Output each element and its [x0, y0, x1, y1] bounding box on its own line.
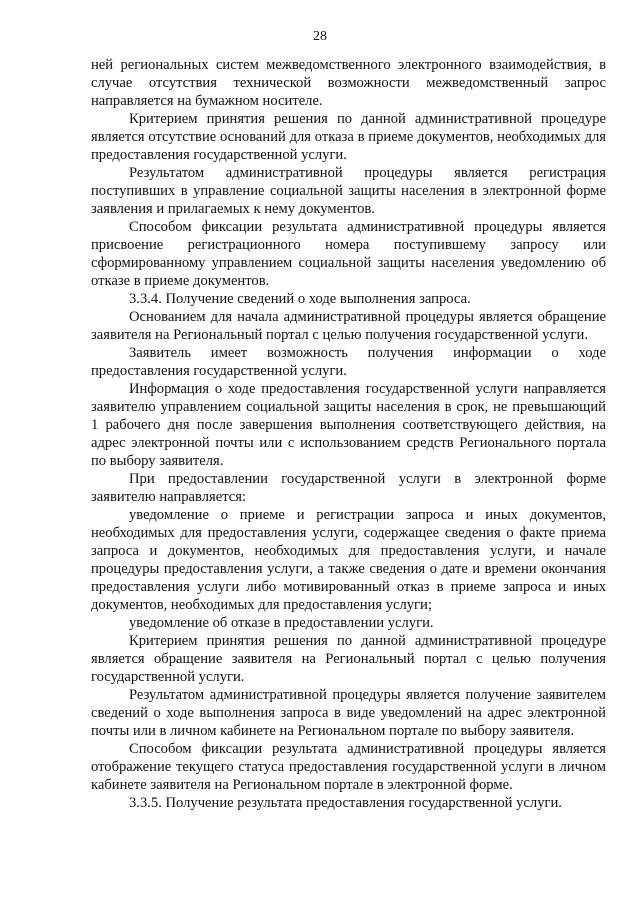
document-body	[91, 56, 606, 812]
paragraph: Способом фиксации результата административной процедуры является присвоение регистрационного номера поступившему запросу или сформированному управлением социальной защиты населения уведомлению об отказе в приеме документов.	[91, 219, 606, 289]
paragraph: Критерием принятия решения по данной административной процедуре является обращение заявителя на Региональный портал с целью получения государственной услуги.	[91, 633, 606, 685]
paragraph: Заявитель имеет возможность получения информации о ходе предоставления государственной услуги.	[91, 345, 606, 379]
paragraph: Основанием для начала административной процедуры является обращение заявителя на Региональный портал с целью получения государственной услуги.	[91, 309, 606, 343]
page-number: 28	[313, 29, 327, 44]
paragraph: При предоставлении государственной услуги в электронной форме заявителю направляется:	[91, 471, 606, 505]
paragraph: уведомление об отказе в предоставлении услуги.	[129, 615, 434, 631]
paragraph: Результатом административной процедуры является получение заявителем сведений о ходе выполнения запроса в виде уведомлений на адрес электронной почты или в личном кабинете на Региональном портале по выбору заявителя.	[91, 687, 606, 739]
paragraph: Способом фиксации результата административной процедуры является отображение текущего статуса предоставления государственной услуги в личном кабинете заявителя на Региональном портале в электронной форме.	[91, 741, 606, 793]
paragraph: Критерием принятия решения по данной административной процедуре является отсутствие оснований для отказа в приеме документов, необходимых для предоставления государственной услуги.	[91, 111, 606, 163]
paragraph-continuation: ней региональных систем межведомственного электронного взаимодействия, в случае отсутствия технической возможности межведомственный запрос направляется на бумажном носителе.	[91, 57, 606, 109]
paragraph: уведомление о приеме и регистрации запроса и иных документов, необходимых для предоставления услуги, содержащее сведения о факте приема запроса и документов, необходимых для предоставления услуги, и начале процедуры предоставления услуги, а также сведения о дате и времени окончания предоставления услуги либо мотивированный отказ в приеме запроса и иных документов, необходимых для предоставления услуги;	[91, 507, 606, 613]
paragraph: Информация о ходе предоставления государственной услуги направляется заявителю управлением социальной защиты населения в срок, не превышающий 1 рабочего дня после завершения выполнения соответствующего действия, на адрес электронной почты или с использованием средств Регионального портала по выбору заявителя.	[91, 381, 606, 469]
section-heading-3-3-4: 3.3.4. Получение сведений о ходе выполнения запроса.	[129, 291, 471, 307]
section-heading-3-3-5: 3.3.5. Получение результата предоставления государственной услуги.	[129, 795, 562, 811]
paragraph: Результатом административной процедуры является регистрация поступивших в управление социальной защиты населения в электронной форме заявления и прилагаемых к нему документов.	[91, 165, 606, 217]
